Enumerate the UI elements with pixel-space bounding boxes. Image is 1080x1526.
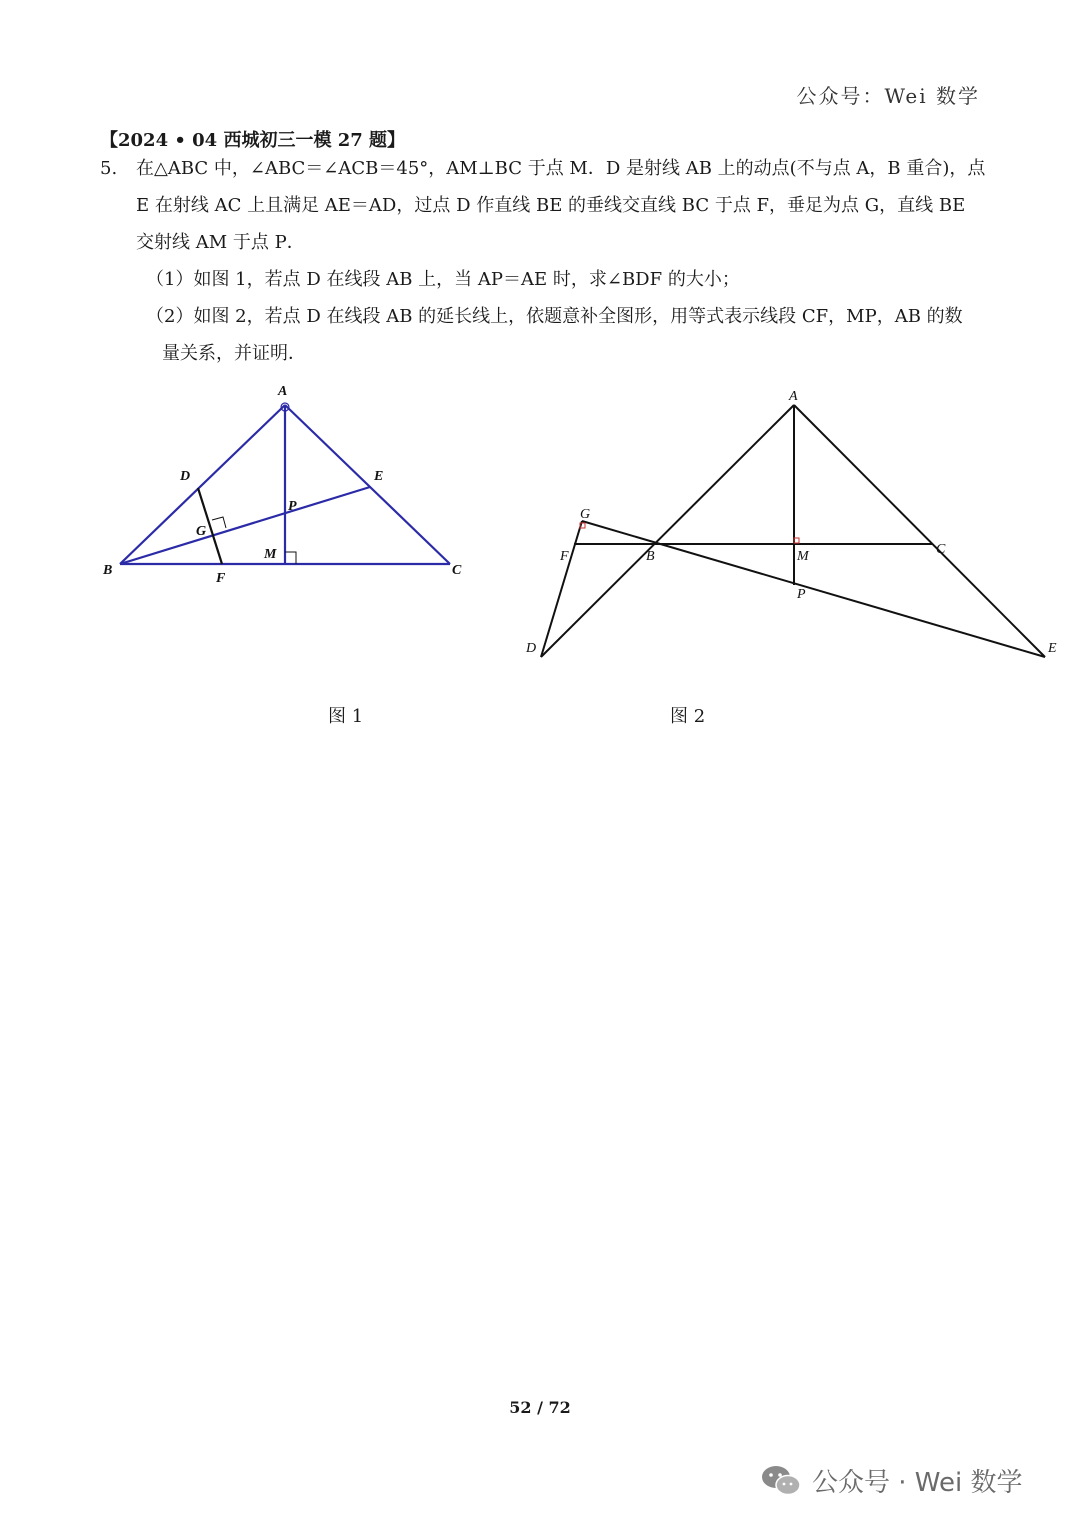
- fig1-label-e: E: [374, 469, 384, 484]
- header-account: 公众号：Wei 数学: [796, 84, 980, 108]
- figure-1-diagram: [90, 375, 490, 595]
- problem-line-1: [100, 150, 984, 187]
- figure-2-caption: 图 2: [670, 706, 706, 727]
- fig1-right-angle-g: [212, 517, 226, 528]
- watermark-text: 公众号 · Wei 数学: [812, 1468, 1023, 1498]
- fig1-segment-ac: [285, 405, 450, 564]
- problem-line-2: E 在射线 AC 上且满足 AE＝AD，过点 D 作直线 BE 的垂线交直线 BC 于点 F，垂足为点 G，直线 BE: [136, 195, 966, 216]
- fig1-segment-ab: [120, 405, 285, 564]
- problem-part-2-cont: 量关系，并证明．: [162, 343, 306, 364]
- fig2-label-g: G: [580, 507, 591, 522]
- fig1-label-d: D: [180, 469, 191, 484]
- problem-part-1: （1）如图 1，若点 D 在线段 AB 上，当 AP＝AE 时，求∠BDF 的大小；: [146, 269, 740, 290]
- fig1-right-angle-m: [285, 552, 296, 564]
- page-number: 52 / 72: [509, 1398, 571, 1417]
- problem-part-2: （2）如图 2，若点 D 在线段 AB 的延长线上，依题意补全图形，用等式表示线段 CF，MP，AB 的数: [146, 306, 963, 327]
- fig1-label-a: A: [278, 384, 288, 399]
- fig2-segment-ge: [582, 521, 1045, 657]
- problem-line-3: 交射线 AM 于点 P．: [136, 232, 305, 253]
- fig2-label-b: B: [646, 549, 655, 564]
- problem-text: [100, 150, 984, 372]
- wechat-icon: [760, 1463, 802, 1499]
- fig1-label-p: P: [288, 499, 297, 514]
- fig2-label-a: A: [789, 389, 798, 404]
- fig2-label-d: D: [526, 641, 537, 656]
- fig1-label-f: F: [216, 571, 226, 586]
- fig1-segment-be: [120, 487, 370, 564]
- problem-number: 5.: [100, 158, 118, 179]
- figure-2-diagram: [520, 380, 1060, 665]
- fig2-label-c: C: [936, 542, 946, 557]
- problem-line-1-text: 在△ABC 中，∠ABC＝∠ACB＝45°，AM⊥BC 于点 M．D 是射线 AB 上的动点(不与点 A，B 重合)，点: [136, 158, 986, 179]
- figure-1-caption: 图 1: [328, 706, 364, 727]
- source-tag: 【2024 • 04 西城初三一模 27 题】: [100, 130, 406, 151]
- fig1-label-b: B: [103, 563, 113, 578]
- fig2-label-p: P: [797, 587, 806, 602]
- watermark: [760, 1462, 1022, 1499]
- fig1-label-m: M: [264, 547, 277, 562]
- fig1-label-g: G: [196, 524, 207, 539]
- fig2-label-m: M: [797, 549, 809, 564]
- fig2-label-e: E: [1048, 641, 1057, 656]
- fig1-label-c: C: [452, 563, 462, 578]
- fig2-label-f: F: [560, 549, 569, 564]
- figure-1-lines: [120, 405, 450, 564]
- figure-2-lines: [541, 405, 1045, 657]
